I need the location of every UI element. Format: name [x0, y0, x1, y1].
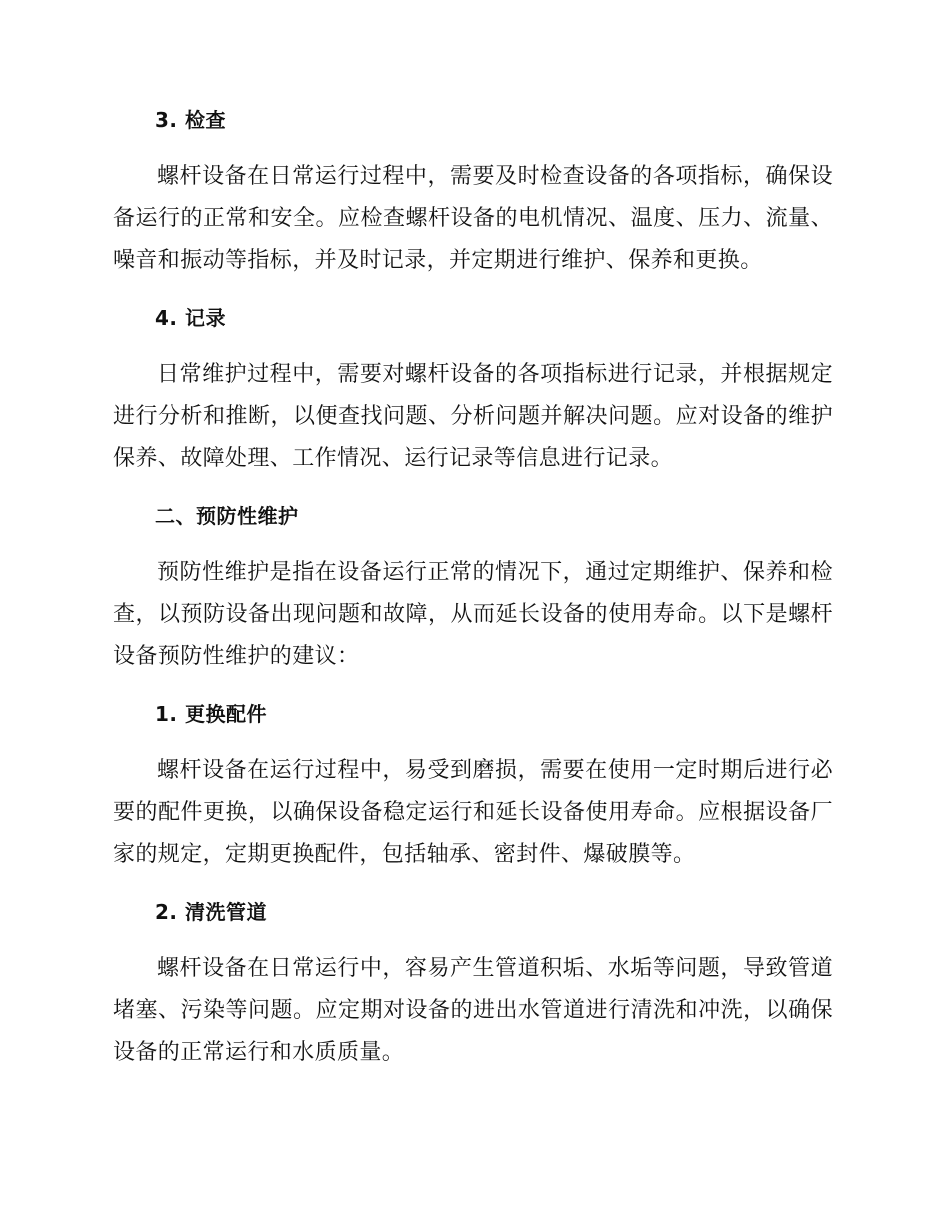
section-paragraph-check: 螺杆设备在日常运行过程中，需要及时检查设备的各项指标，确保设备运行的正常和安全。应检查螺杆设备的电机情况、温度、压力、流量、噪音和振动等指标，并及时记录，并定期进行维护、保养和更换。: [113, 164, 833, 273]
section-paragraph-replace-parts: 螺杆设备在运行过程中，易受到磨损，需要在使用一定时期后进行必要的配件更换，以确保设备稳定运行和延长设备使用寿命。应根据设备厂家的规定，定期更换配件，包括轴承、密封件、爆破膜等。: [113, 758, 833, 867]
document-page: [113, 100, 833, 1090]
section-heading-record: 4. 记录: [155, 306, 226, 330]
section-heading-replace-parts: 1. 更换配件: [155, 702, 267, 726]
section-paragraph-preventive-maintenance: 预防性维护是指在设备运行正常的情况下，通过定期维护、保养和检查，以预防设备出现问题和故障，从而延长设备的使用寿命。以下是螺杆设备预防性维护的建议：: [113, 560, 833, 669]
section-heading-clean-pipes: 2. 清洗管道: [155, 900, 267, 924]
section-heading-preventive-maintenance: 二、预防性维护: [155, 504, 299, 528]
section-paragraph-record: 日常维护过程中，需要对螺杆设备的各项指标进行记录，并根据规定进行分析和推断，以便查找问题、分析问题并解决问题。应对设备的维护保养、故障处理、工作情况、运行记录等信息进行记录。: [113, 362, 833, 471]
section-paragraph-clean-pipes: 螺杆设备在日常运行中，容易产生管道积垢、水垢等问题，导致管道堵塞、污染等问题。应定期对设备的进出水管道进行清洗和冲洗，以确保设备的正常运行和水质质量。: [113, 956, 833, 1065]
section-heading-check: 3. 检查: [155, 108, 226, 132]
